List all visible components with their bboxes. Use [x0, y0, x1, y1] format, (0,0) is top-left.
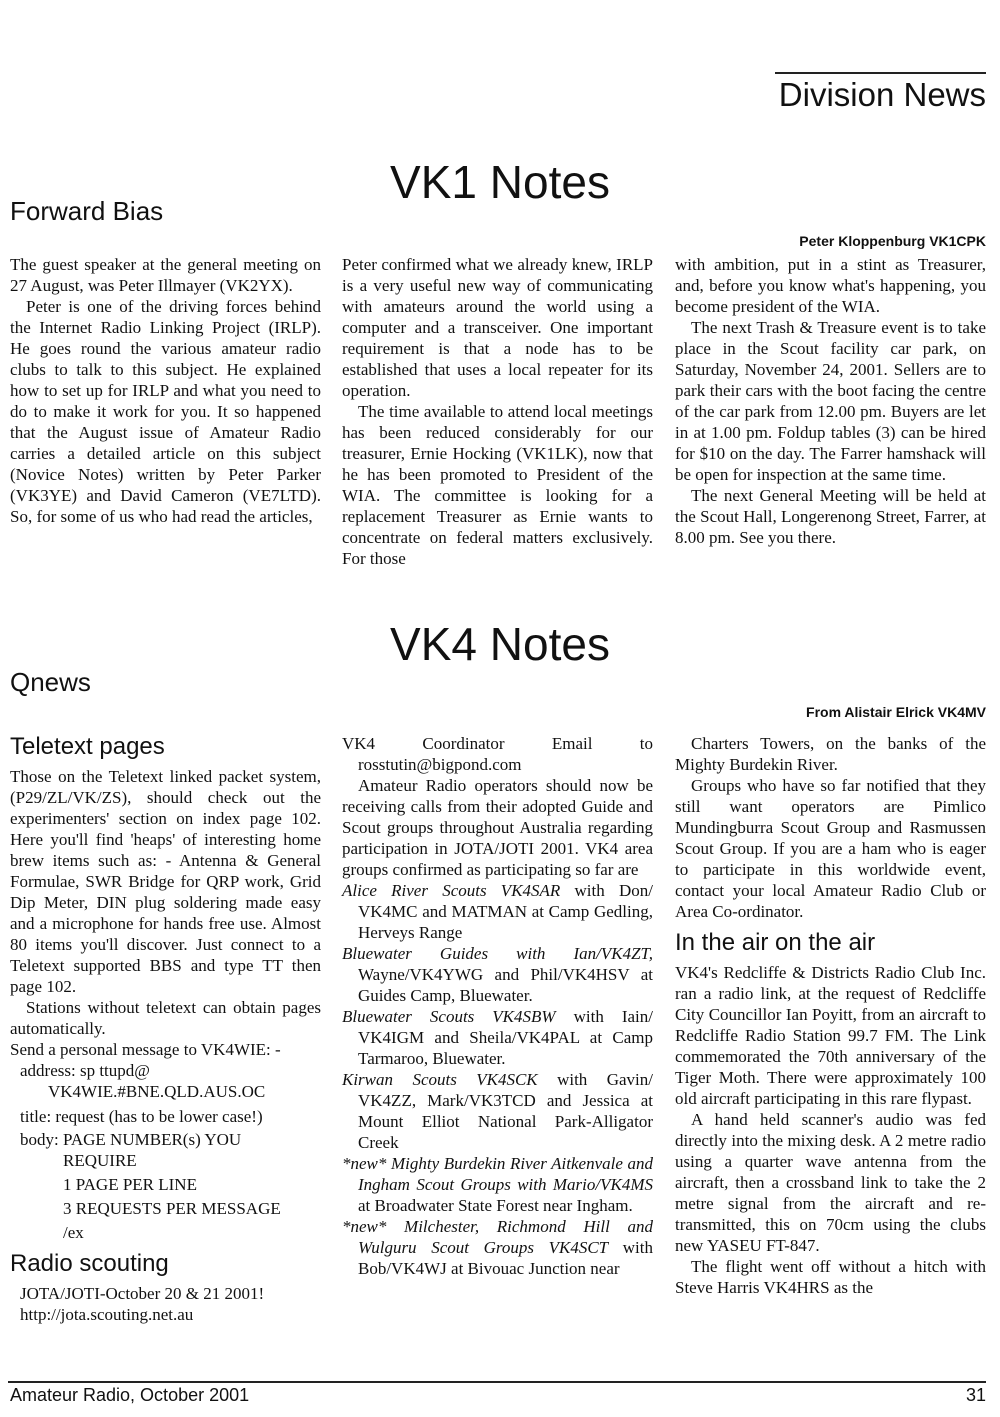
scout-group-item	[342, 880, 653, 943]
scout-group-name: Kirwan Scouts VK4SCK	[342, 1070, 538, 1089]
address-line: address: sp ttupd@	[20, 1061, 150, 1080]
scout-groups-list	[342, 880, 653, 1279]
body-line: 3 REQUESTS PER MESSAGE	[63, 1199, 281, 1218]
paragraph: Send a personal message to VK4WIE: -	[10, 1040, 281, 1059]
vk1-column-3	[675, 254, 986, 548]
paragraph: The next Trash & Treasure event is to take place in the Scout facility car park, on Saturday, November 24, 2001. Sellers are to park their cars with the boot facing the centre of the car park from 12.00 pm. Buyers are let in at 1.00 pm. Foldup tables (3) can be hired for $10 on the day. The Farrer hamshack will be open for inspection at the same time.	[675, 318, 986, 484]
qnews-heading: Qnews	[10, 667, 91, 697]
forward-bias-heading: Forward Bias	[10, 196, 164, 226]
scout-group-item	[342, 1216, 653, 1279]
scout-group-name: Bluewater Scouts VK4SBW	[342, 1007, 556, 1026]
paragraph: Stations without teletext can obtain pages automatically.	[10, 998, 321, 1038]
scouting-url: http://jota.scouting.net.au	[20, 1305, 194, 1324]
scout-group-item	[342, 1006, 653, 1069]
scout-group-item	[342, 943, 653, 1006]
vk4-column-2	[342, 733, 653, 1279]
scout-group-name: Alice River Scouts VK4SAR	[342, 881, 561, 900]
scout-group-details: with Don/ VK4MC and MATMAN at Camp Gedling, Herveys Range	[358, 881, 653, 942]
paragraph: The next General Meeting will be held at the Scout Hall, Longerenong Street, Farrer, at 8.00 pm. See you there.	[675, 486, 986, 547]
scout-group-details: Wayne/VK4YWG and Phil/VK4HSV at Guides Camp, Bluewater.	[358, 965, 653, 1005]
radio-scouting-heading: Radio scouting	[10, 1250, 169, 1277]
page-number: 31	[965, 1385, 986, 1405]
paragraph: Peter confirmed what we already knew, IRLP is a very useful new way of communicating with amateurs around the world using a computer and a transceiver. One important requirement is that a node has to be established that uses a local repeater for its operation.	[342, 255, 653, 400]
paragraph: The flight went off without a hitch with Steve Harris VK4HRS as the	[675, 1257, 986, 1297]
body-line: 1 PAGE PER LINE	[63, 1175, 197, 1194]
vk1-column-1	[10, 254, 321, 527]
coordinator-email: VK4 Coordinator Email to rosstutin@bigpond.com	[342, 734, 653, 774]
body-line: REQUIRE	[63, 1151, 137, 1170]
paragraph: A hand held scanner's audio was fed directly into the mixing desk. A 2 metre radio using a quarter wave antenna from the aircraft, then a crossband link to take the 2 metre signal from the aircraft and re-transmitted, this on 70cm using the clubs new YASEU FT-847.	[675, 1110, 986, 1255]
in-the-air-heading: In the air on the air	[675, 929, 876, 956]
paragraph: Groups who have so far notified that they still want operators are Pimlico Mundingburra Scout Group and Rasmussen Scout Group. If you are a ham who is eager to participate in this worldwide event, contact your local Amateur Radio Club or Area Co-ordinator.	[675, 776, 986, 921]
vk4-title: VK4 Notes	[390, 618, 610, 670]
teletext-heading: Teletext pages	[10, 733, 165, 760]
vk1-column-2	[342, 254, 653, 569]
footer-rule	[8, 1381, 986, 1383]
paragraph: The time available to attend local meetings has been reduced considerably for our treasurer, Ernie Hocking (VK1LK), now that he has been promoted to President of the WIA. The committee is looking for a replacement Treasurer as Ernie wants to concentrate on federal matters exclusively. For those	[342, 402, 653, 568]
paragraph: with ambition, put in a stint as Treasurer, and, before you know what's happening, you become president of the WIA.	[675, 255, 986, 316]
paragraph: Those on the Teletext linked packet system, (P29/ZL/VK/ZS), should check out the experimenters' section on index page 102. Here you'll find 'heaps' of interesting home brew items such as: - Antenna & General Formulae, SWR Bridge for QRP work, Grid Dip Meter, DIN plug soldering made easy and a microphone for hands free use. Almost 80 items you'll discover. Just connect to a Teletext supported BBS and type TT then page 102.	[10, 767, 321, 996]
paragraph: Charters Towers, on the banks of the Mighty Burdekin River.	[675, 734, 986, 774]
vk1-byline: Peter Kloppenburg VK1CPK	[799, 233, 986, 249]
paragraph: Peter is one of the driving forces behind the Internet Radio Linking Project (IRLP). He goes round the various amateur radio clubs to talk to this subject. He explained how to set up for IRLP and what you need to do to make it work for you. It so happened that the August issue of Amateur Radio carries a detailed article on this subject (Novice Notes) written by Peter Parker (VK3YE) and David Cameron (VE7LTD). So, for some of us who had read the articles,	[10, 297, 321, 526]
vk1-title: VK1 Notes	[390, 156, 610, 208]
scout-group-details: with Iain/ VK4IGM and Sheila/VK4PAL at Camp Tarmaroo, Bluewater.	[358, 1007, 653, 1068]
scout-group-item	[342, 1153, 653, 1216]
paragraph: Amateur Radio operators should now be receiving calls from their adopted Guide and Scout groups throughout Australia regarding participation in JOTA/JOTI 2001. VK4 area groups confirmed as participating so far are	[342, 776, 653, 879]
section-title: Division News	[775, 72, 986, 114]
scout-group-details: with Gavin/ VK4ZZ, Mark/VK3TCD and Jessica at Mount Elliot National Park-Alligator Creek	[358, 1070, 653, 1152]
address-line: VK4WIE.#BNE.QLD.AUS.OC	[48, 1082, 266, 1101]
vk4-column-3	[675, 733, 986, 1298]
vk4-byline: From Alistair Elrick VK4MV	[806, 704, 986, 720]
paragraph: VK4's Redcliffe & Districts Radio Club Inc. ran a radio link, at the request of Redcliffe City Councillor Ian Poyitt, from an aircraft to Redcliffe Radio Station 99.7 FM. The Link commemorated the 70th anniversary of the Tiger Moth. There were approximately 100 old aircraft participating in this rare flypast.	[675, 963, 986, 1108]
paragraph: The guest speaker at the general meeting on 27 August, was Peter Illmayer (VK2YX).	[10, 255, 321, 295]
body-line: body: PAGE NUMBER(s) YOU	[20, 1130, 242, 1149]
footer-publication: Amateur Radio, October 2001	[10, 1385, 250, 1405]
scout-group-details: with Bob/VK4WJ at Bivouac Junction near	[358, 1238, 653, 1278]
scouting-line: JOTA/JOTI-October 20 & 21 2001!	[20, 1284, 265, 1303]
body-line: /ex	[63, 1223, 84, 1242]
scout-group-item	[342, 1069, 653, 1153]
scout-group-details: at Broadwater State Forest near Ingham.	[358, 1196, 633, 1215]
title-line: title: request (has to be lower case!)	[20, 1107, 263, 1126]
scout-group-name: *new* Milchester, Richmond Hill and Wulguru Scout Groups VK4SCT	[342, 1217, 653, 1257]
vk4-column-1	[10, 730, 321, 1325]
scout-group-name: Bluewater Guides with Ian/VK4ZT,	[342, 944, 653, 963]
scout-group-name: *new* Mighty Burdekin River Aitkenvale and Ingham Scout Groups with Mario/VK4MS	[342, 1154, 653, 1194]
